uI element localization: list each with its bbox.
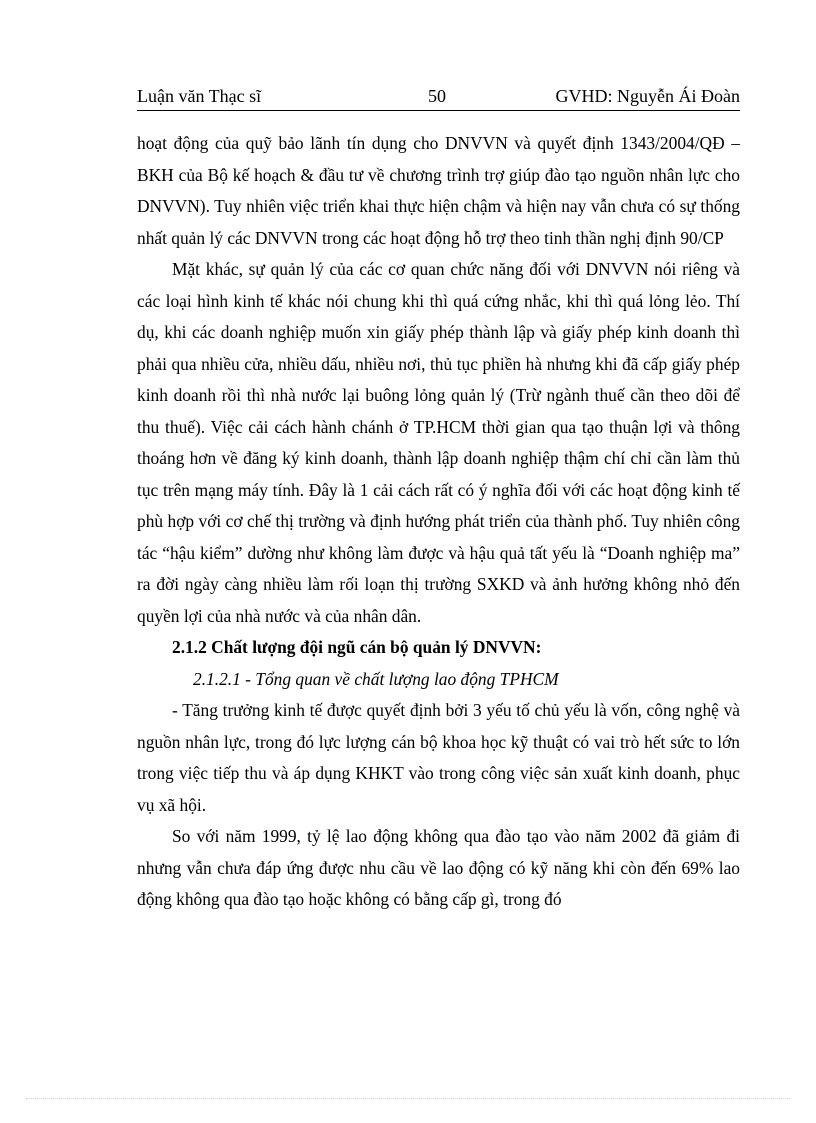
subsection-heading: 2.1.2.1 - Tổng quan về chất lượng lao động TPHCM — [193, 668, 559, 689]
paragraph-growth-factors: - Tăng trưởng kinh tế được quyết định bởi 3 yếu tố chủ yếu là vốn, công nghệ và nguồn nhân lực, trong đó lực lượng cán bộ khoa học kỹ thuật có vai trò hết sức to lớn trong việc tiếp thu và áp dụng KHKT vào trong công việc sản xuất kinh doanh, phục vụ xã hội. — [137, 700, 740, 815]
page-header — [137, 84, 740, 111]
page-number: 50 — [428, 86, 446, 106]
paragraph-labor-stats: So với năm 1999, tỷ lệ lao động không qua đào tạo vào năm 2002 đã giảm đi nhưng vẫn chưa đáp ứng được nhu cầu về lao động có kỹ năng khi còn đến 69% lao động không qua đào tạo hoặc không có bằng cấp gì, trong đó — [137, 826, 740, 909]
body-text — [137, 128, 740, 916]
section-heading: 2.1.2 Chất lượng đội ngũ cán bộ quản lý DNVVN: — [172, 637, 542, 657]
header-thesis-type: Luận văn Thạc sĩ — [137, 86, 262, 106]
header-supervisor: GVHD: Nguyễn Ái Đoàn — [555, 86, 740, 106]
footer-divider — [26, 1098, 790, 1099]
paragraph-management: Mặt khác, sự quản lý của các cơ quan chức năng đối với DNVVN nói riêng và các loại hình kinh tế khác nói chung khi thì quá cứng nhắc, khi thì quá lỏng lẻo. Thí dụ, khi các doanh nghiệp muốn xin giấy phép thành lập và giấy phép kinh doanh thì phải qua nhiều cửa, nhiều dấu, nhiều nơi, thủ tục phiền hà nhưng khi đã cấp giấy phép kinh doanh rồi thì nhà nước lại buông lỏng quản lý (Trừ ngành thuế cần theo dõi để thu thuế). Việc cải cách hành chánh ở TP.HCM thời gian qua tạo thuận lợi và thông thoáng hơn về đăng ký kinh doanh, thành lập doanh nghiệp thậm chí chỉ cần làm thủ tục trên mạng máy tính. Đây là 1 cải cách rất có ý nghĩa đối với các hoạt động kinh tế phù hợp với cơ chế thị trường và định hướng phát triển của thành phố. Tuy nhiên công tác “hậu kiểm” dường như không làm được và hậu quả tất yếu là “Doanh nghiệp ma” ra đời ngày càng nhiều làm rối loạn thị trường SXKD và ảnh hưởng không nhỏ đến quyền lợi của nhà nước và của nhân dân. — [137, 259, 740, 626]
paragraph-continuation: hoạt động của quỹ bảo lãnh tín dụng cho DNVVN và quyết định 1343/2004/QĐ – BKH của Bộ kế hoạch & đầu tư về chương trình trợ giúp đào tạo nguồn nhân lực cho DNVVN). Tuy nhiên việc triển khai thực hiện chậm và hiện nay vẫn chưa có sự thống nhất quản lý các DNVVN trong các hoạt động hỗ trợ theo tinh thần nghị định 90/CP — [137, 133, 740, 248]
